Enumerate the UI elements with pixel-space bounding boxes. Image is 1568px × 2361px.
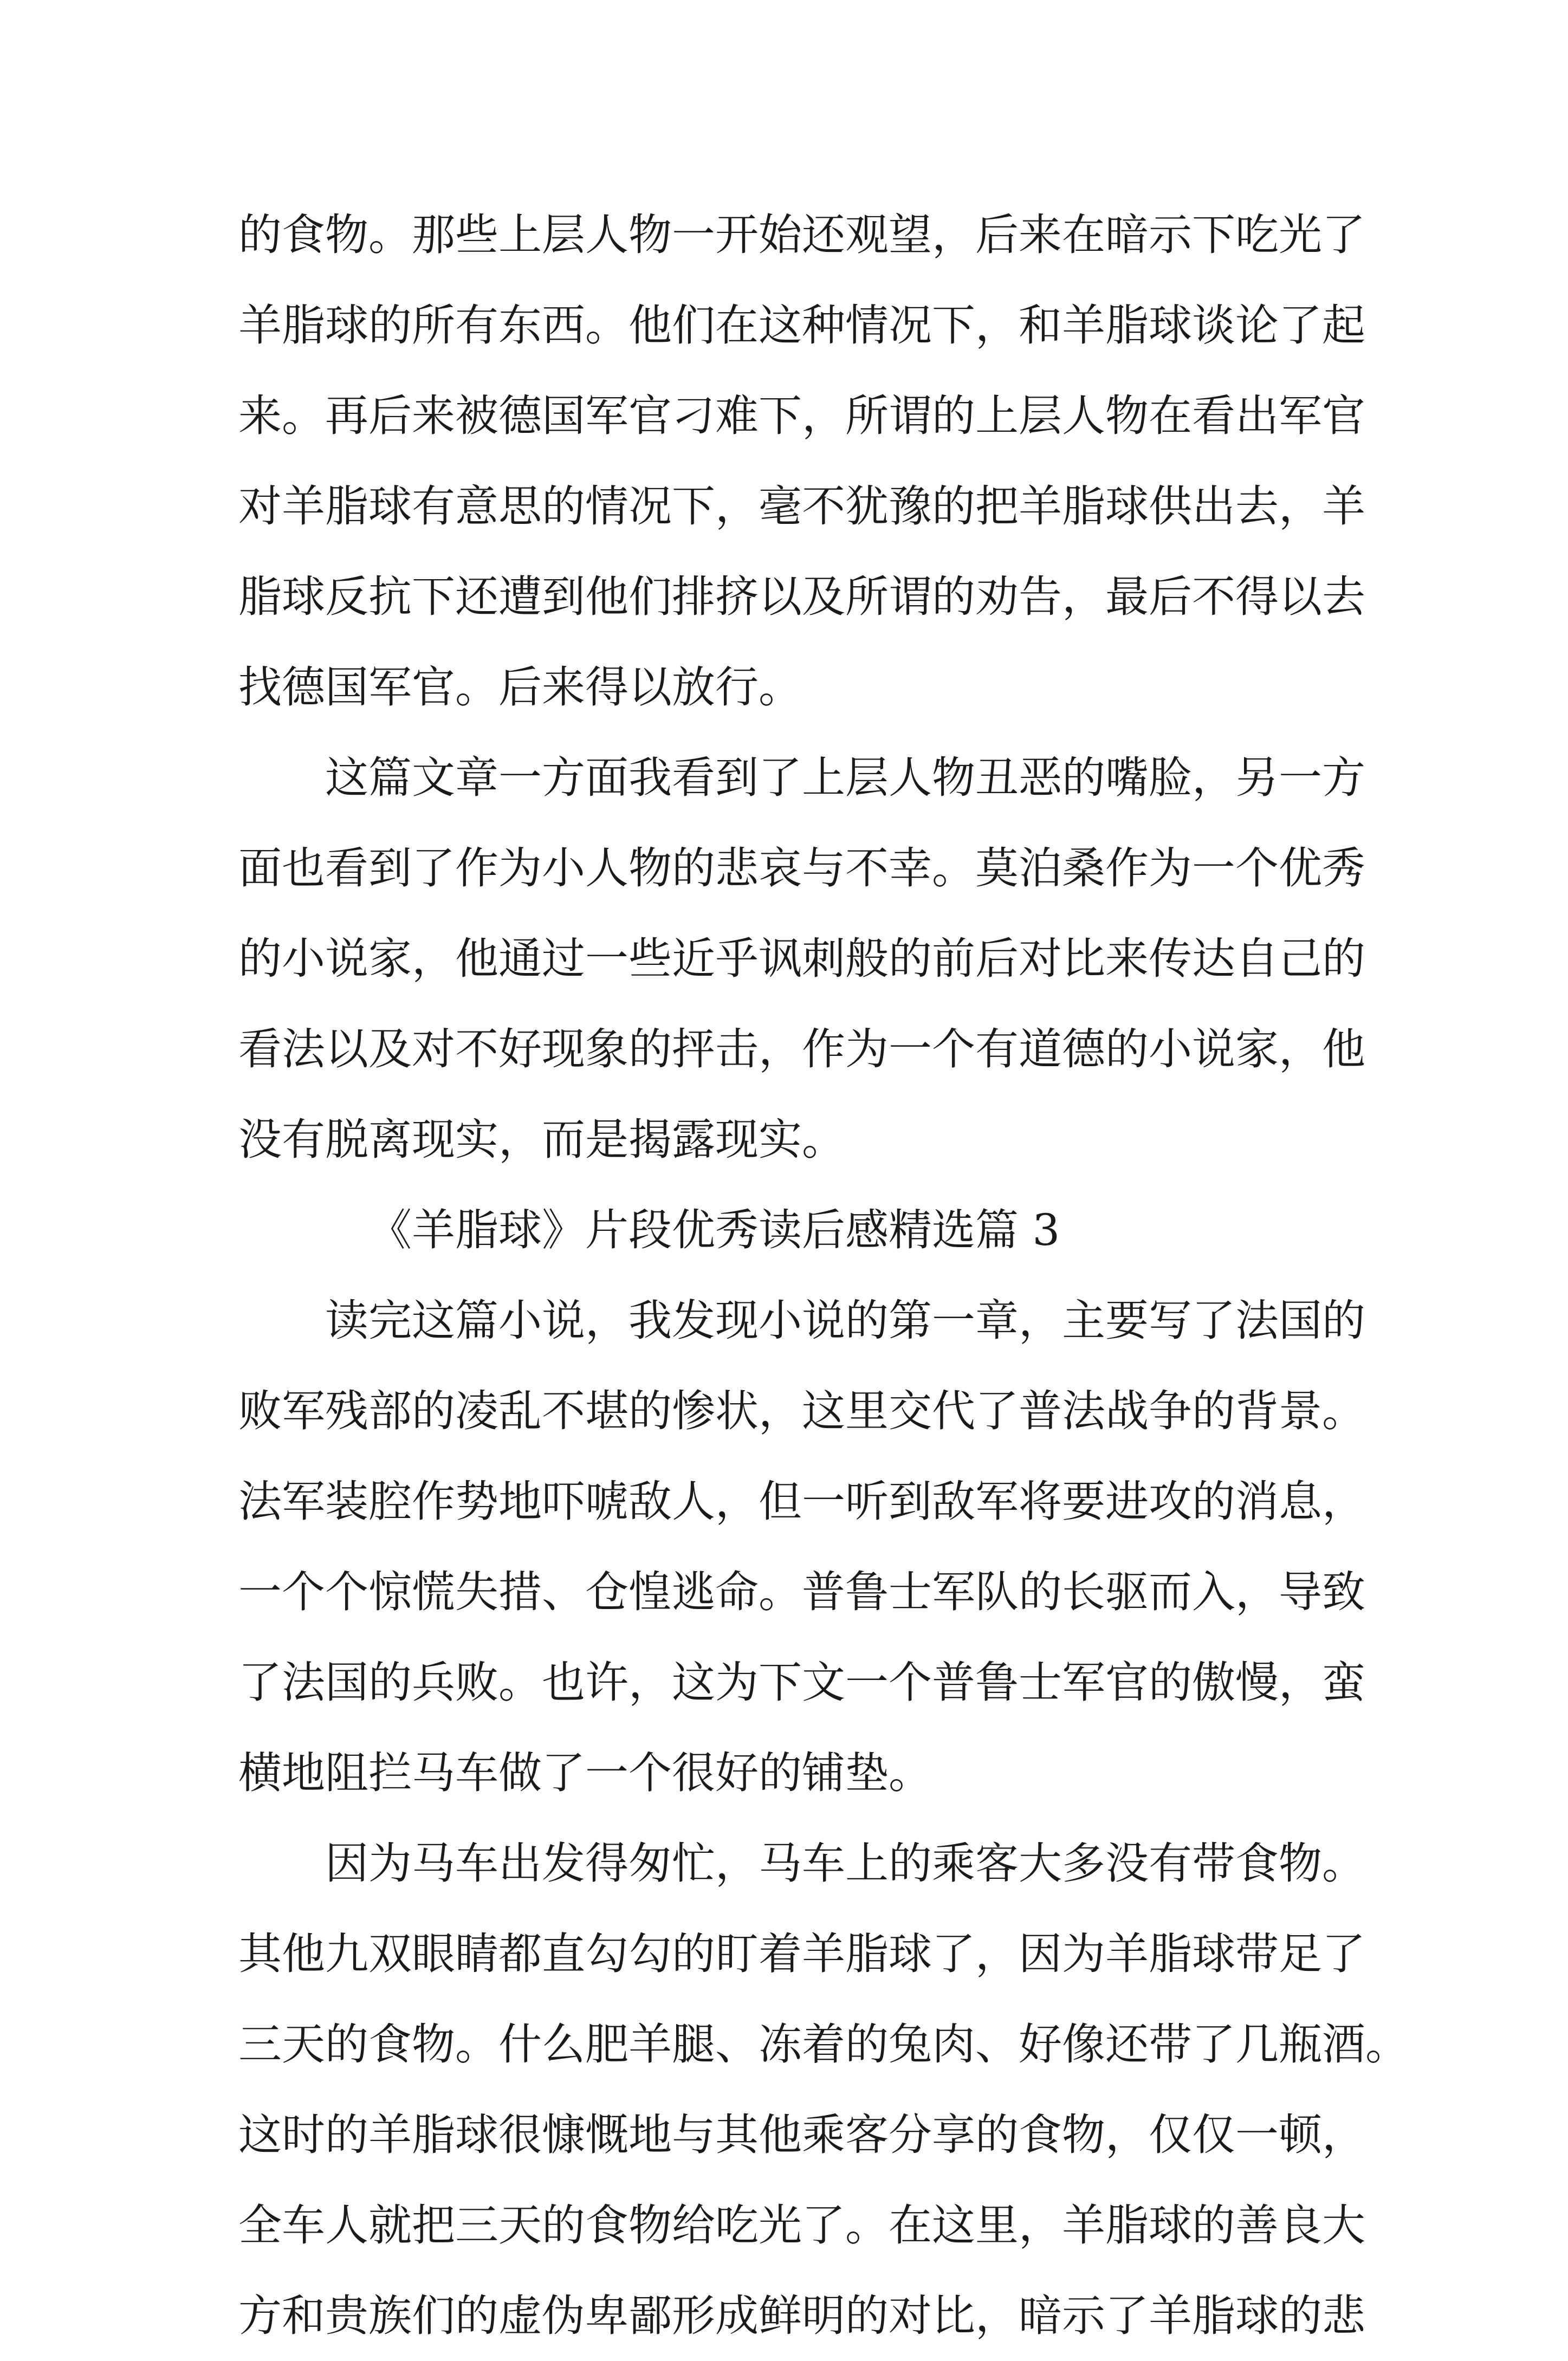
paragraph-line: 读完这篇小说，我发现小说的第一章，主要写了法国的 xyxy=(325,1295,1365,1346)
paragraph-line: 没有脱离现实，而是揭露现实。 xyxy=(238,1114,845,1165)
paragraph-line: 败军残部的凌乱不堪的惨状，这里交代了普法战争的背景。 xyxy=(238,1386,1365,1436)
paragraph-line: 方和贵族们的虚伪卑鄙形成鲜明的对比，暗示了羊脂球的悲 xyxy=(238,2291,1365,2341)
paragraph-line: 这篇文章一方面我看到了上层人物丑恶的嘴脸，另一方 xyxy=(325,753,1365,803)
paragraph-2 xyxy=(238,732,1365,1185)
document-body xyxy=(238,190,1409,2361)
paragraph-line: 其他九双眼睛都直勾勾的盯着羊脂球了，因为羊脂球带足了 xyxy=(238,1929,1365,1979)
paragraph-line: 找德国军官。后来得以放行。 xyxy=(238,662,802,712)
paragraph-line: 三天的食物。什么肥羊腿、冻着的兔肉、好像还带了几瓶酒。 xyxy=(238,2019,1409,2070)
paragraph-4 xyxy=(238,1818,1409,2361)
paragraph-line: 的食物。那些上层人物一开始还观望，后来在暗示下吃光了 xyxy=(238,210,1365,260)
section-heading: 《羊脂球》片段优秀读后感精选篇 3 xyxy=(368,1205,1060,1255)
paragraph-line: 来。再后来被德国军官刁难下，所谓的上层人物在看出军官 xyxy=(238,391,1365,441)
paragraph-line: 了法国的兵败。也许，这为下文一个普鲁士军官的傲慢，蛮 xyxy=(238,1657,1365,1708)
paragraph-line: 这时的羊脂球很慷慨地与其他乘客分享的食物，仅仅一顿， xyxy=(238,2110,1365,2160)
paragraph-line: 对羊脂球有意思的情况下，毫不犹豫的把羊脂球供出去，羊 xyxy=(238,481,1365,531)
paragraph-line: 全车人就把三天的食物给吃光了。在这里，羊脂球的善良大 xyxy=(238,2200,1365,2250)
paragraph-3 xyxy=(238,1275,1365,1818)
paragraph-line: 面也看到了作为小人物的悲哀与不幸。莫泊桑作为一个优秀 xyxy=(238,843,1365,893)
paragraph-line: 羊脂球的所有东西。他们在这种情况下，和羊脂球谈论了起 xyxy=(238,300,1365,351)
paragraph-line: 的小说家，他通过一些近乎讽刺般的前后对比来传达自己的 xyxy=(238,933,1365,984)
paragraph-line: 脂球反抗下还遭到他们排挤以及所谓的劝告，最后不得以去 xyxy=(238,572,1365,622)
paragraph-line: 横地阻拦马车做了一个很好的铺垫。 xyxy=(238,1748,932,1798)
paragraph-line: 看法以及对不好现象的抨击，作为一个有道德的小说家，他 xyxy=(238,1024,1365,1074)
paragraph-1 xyxy=(238,190,1365,732)
paragraph-line: 法军装腔作势地吓唬敌人，但一听到敌军将要进攻的消息， xyxy=(238,1476,1365,1527)
paragraph-line: 因为马车出发得匆忙，马车上的乘客大多没有带食物。 xyxy=(325,1838,1365,1889)
paragraph-line: 一个个惊慌失措、仓惶逃命。普鲁士军队的长驱而入，导致 xyxy=(238,1567,1365,1617)
